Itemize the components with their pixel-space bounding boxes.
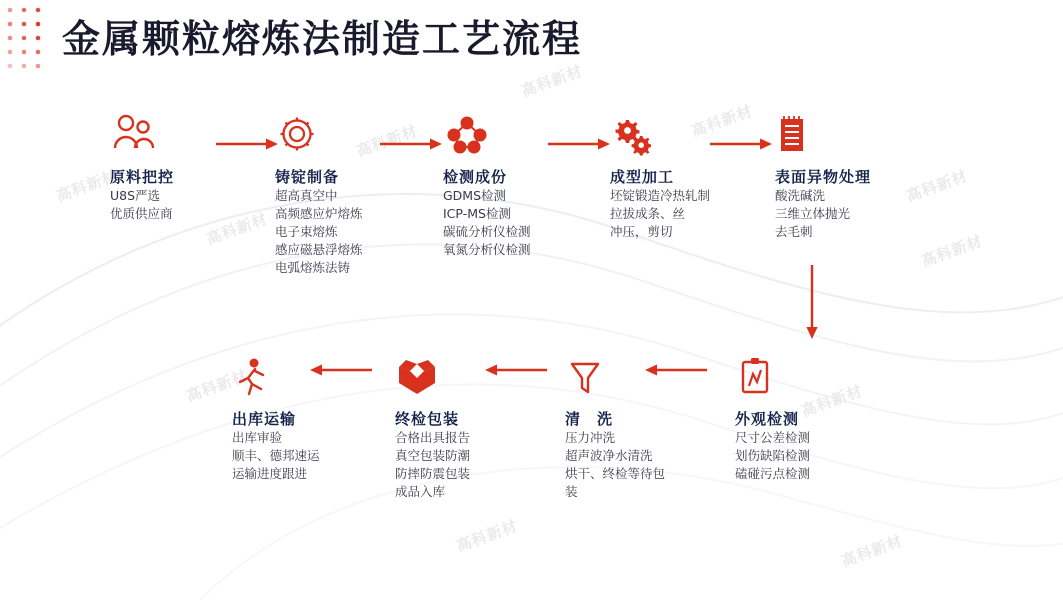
step-line: 尺寸公差检测 [735, 430, 811, 445]
step-line: 冲压，剪切 [610, 224, 673, 239]
step-title: 清 洗 [565, 410, 614, 428]
watermark: 高科新材 [184, 366, 251, 406]
step-title: 原料把控 [110, 168, 175, 186]
step-forming-processing[interactable] [610, 110, 780, 241]
step-appearance-inspection[interactable] [735, 352, 905, 483]
step-line: GDMS检测 [443, 188, 507, 203]
step-line: 合格出具报告 [395, 430, 471, 445]
arrow-right [380, 138, 442, 150]
step-line: 划伤缺陷检测 [735, 448, 811, 463]
step-line: 酸洗碱洗 [775, 188, 826, 203]
step-title: 成型加工 [610, 168, 675, 186]
step-line: 感应磁悬浮熔炼 [275, 242, 363, 257]
step-line: 电弧熔炼法铸 [275, 260, 351, 275]
step-line: 氧氮分析仪检测 [443, 242, 531, 257]
watermark: 高科新材 [354, 121, 421, 161]
step-line: 磕碰污点检测 [735, 466, 811, 481]
watermark: 高科新材 [454, 516, 521, 556]
document-icon [775, 110, 945, 156]
open-box-icon [395, 352, 565, 398]
step-title: 检测成份 [443, 168, 508, 186]
step-line: 超声波净水清洗 [565, 448, 653, 463]
watermark: 高科新材 [839, 531, 906, 571]
watermark: 高科新材 [204, 209, 271, 249]
step-line: 真空包装防潮 [395, 448, 471, 463]
step-title: 外观检测 [735, 410, 800, 428]
step-line: 出库审验 [232, 430, 283, 445]
watermark: 高科新材 [799, 381, 866, 421]
watermark: 高科新材 [519, 61, 586, 101]
step-line: 电子束熔炼 [275, 224, 338, 239]
step-line: ICP-MS检测 [443, 206, 511, 221]
step-line: 超高真空中 [275, 188, 338, 203]
watermark: 高科新材 [904, 166, 971, 206]
watermark: 高科新材 [54, 166, 121, 206]
step-line: 顺丰、德邦速运 [232, 448, 320, 463]
step-title: 表面异物处理 [775, 168, 872, 186]
step-line: 成品入库 [395, 484, 446, 499]
step-line: 坯锭锻造冷热轧制 [610, 188, 711, 203]
step-outbound-transport[interactable] [232, 352, 402, 483]
step-final-inspection-packaging[interactable] [395, 352, 565, 501]
arrow-right [216, 138, 278, 150]
watermark: 高科新材 [689, 101, 756, 141]
step-line: 优质供应商 [110, 206, 173, 221]
step-cleaning[interactable] [565, 352, 735, 501]
arrow-down [806, 265, 820, 340]
step-line: 去毛刺 [775, 224, 813, 239]
step-raw-material-control[interactable] [110, 110, 280, 223]
step-title: 终检包装 [395, 410, 460, 428]
page-title: 金属颗粒熔炼法制造工艺流程 [62, 17, 583, 61]
step-line: 碳硫分析仪检测 [443, 224, 531, 239]
step-line: 高频感应炉熔炼 [275, 206, 363, 221]
step-line: 烘干、终检等待包 [565, 466, 666, 481]
step-line: 压力冲洗 [565, 430, 616, 445]
step-line: 拉拔成条、丝 [610, 206, 686, 221]
step-composition-testing[interactable] [443, 110, 613, 259]
step-line: 防摔防震包装 [395, 466, 471, 481]
step-line: 运输进度跟进 [232, 466, 308, 481]
arrow-right [548, 138, 610, 150]
arrow-right [710, 138, 772, 150]
step-ingot-preparation[interactable] [275, 110, 445, 277]
running-person-icon [232, 352, 402, 398]
step-line: U8S严选 [110, 188, 161, 203]
step-line: 三维立体抛光 [775, 206, 851, 221]
inspection-icon [735, 352, 905, 398]
step-line: 装 [565, 484, 578, 499]
step-title: 铸锭制备 [275, 168, 340, 186]
funnel-icon [565, 352, 735, 398]
watermark: 高科新材 [919, 231, 986, 271]
step-title: 出库运输 [232, 410, 297, 428]
step-surface-foreign-matter[interactable] [775, 110, 945, 241]
